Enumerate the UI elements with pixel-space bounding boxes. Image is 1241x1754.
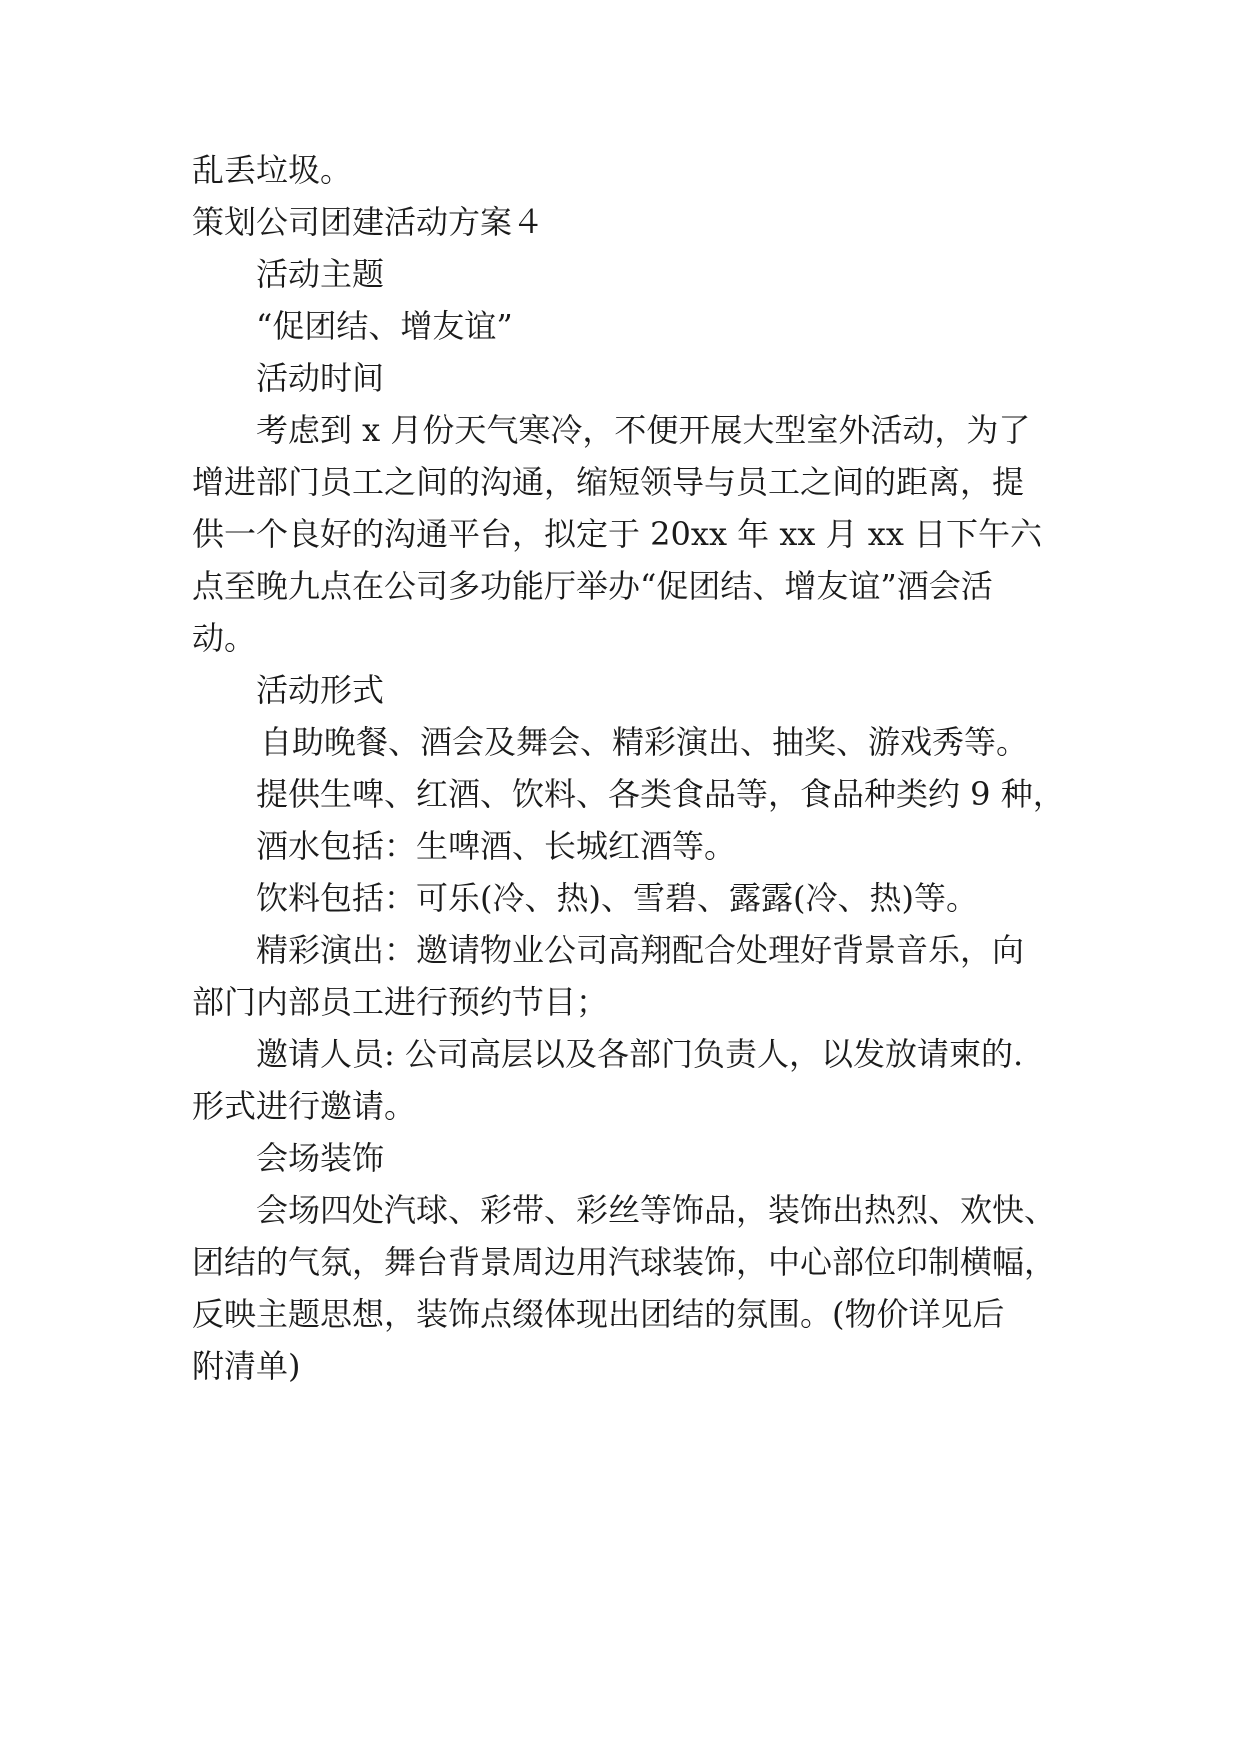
subheading: 活动时间 xyxy=(256,359,385,397)
text-line: 乱丢垃圾。 xyxy=(192,151,353,189)
subheading: 活动形式 xyxy=(256,671,385,709)
text-line: 提供生啤、红酒、饮料、各类食品等，食品种类约 9 种， xyxy=(256,775,1065,813)
text-line: 精彩演出：邀请物业公司高翔配合处理好背景音乐，向 xyxy=(256,931,1025,969)
section-heading: 策划公司团建活动方案４ xyxy=(192,203,545,241)
text-line: 供一个良好的沟通平台，拟定于 20xx 年 xx 月 xx 日下午六 xyxy=(192,515,1043,553)
text-line: 酒水包括：生啤酒、长城红酒等。 xyxy=(256,827,737,865)
text-line: 增进部门员工之间的沟通，缩短领导与员工之间的距离，提 xyxy=(192,463,1025,501)
text-line: 邀请人员: 公司高层以及各部门负责人，以发放请柬的. xyxy=(256,1035,1024,1073)
text-line: 团结的气氛，舞台背景周边用汽球装饰，中心部位印制横幅， xyxy=(192,1243,1057,1281)
text-line: 形式进行邀请。 xyxy=(192,1087,417,1125)
text-line: 附清单) xyxy=(192,1347,301,1385)
text-line: 动。 xyxy=(192,619,257,657)
subheading: 会场装饰 xyxy=(256,1139,385,1177)
text-line: 考虑到 x 月份天气寒冷，不便开展大型室外活动，为了 xyxy=(256,411,1031,449)
text-line: “促团结、增友谊” xyxy=(256,307,513,345)
text-line: 部门内部员工进行预约节目； xyxy=(192,983,609,1021)
subheading: 活动主题 xyxy=(256,255,385,293)
text-line: 点至晚九点在公司多功能厅举办“促团结、增友谊”酒会活 xyxy=(192,567,993,605)
text-line: 自助晚餐、酒会及舞会、精彩演出、抽奖、游戏秀等。 xyxy=(260,723,1029,761)
text-line: 饮料包括：可乐(冷、热)、雪碧、露露(冷、热)等。 xyxy=(256,879,978,917)
text-line: 会场四处汽球、彩带、彩丝等饰品，装饰出热烈、欢快、 xyxy=(256,1191,1057,1229)
text-line: 反映主题思想，装饰点缀体现出团结的氛围。(物价详见后 xyxy=(192,1295,1005,1333)
